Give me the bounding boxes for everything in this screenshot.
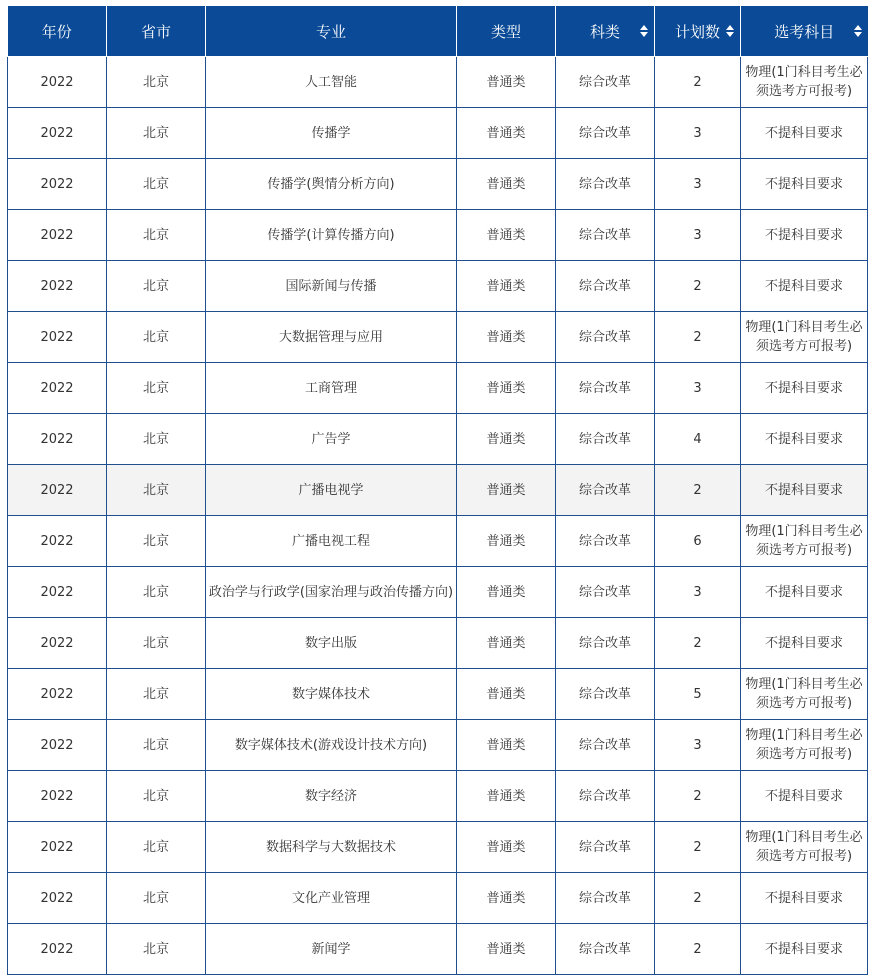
cell-type: 普通类 (457, 108, 556, 159)
cell-type: 普通类 (457, 567, 556, 618)
cell-province: 北京 (107, 516, 206, 567)
cell-plan: 3 (655, 567, 741, 618)
cell-province: 北京 (107, 924, 206, 975)
cell-year: 2022 (8, 567, 107, 618)
table-row (8, 567, 868, 618)
header-row (8, 6, 868, 57)
cell-province: 北京 (107, 108, 206, 159)
cell-subject: 不提科目要求 (741, 567, 868, 618)
cell-major: 人工智能 (206, 57, 457, 108)
cell-category: 综合改革 (556, 57, 655, 108)
cell-type: 普通类 (457, 720, 556, 771)
cell-province: 北京 (107, 720, 206, 771)
header-plan-label: 计划数 (674, 22, 720, 41)
cell-category: 综合改革 (556, 363, 655, 414)
cell-subject: 不提科目要求 (741, 873, 868, 924)
cell-year: 2022 (8, 924, 107, 975)
cell-year: 2022 (8, 261, 107, 312)
cell-type: 普通类 (457, 312, 556, 363)
cell-category: 综合改革 (556, 669, 655, 720)
cell-type: 普通类 (457, 618, 556, 669)
cell-category: 综合改革 (556, 720, 655, 771)
cell-year: 2022 (8, 414, 107, 465)
cell-subject: 不提科目要求 (741, 414, 868, 465)
cell-plan: 2 (655, 261, 741, 312)
cell-type: 普通类 (457, 57, 556, 108)
cell-type: 普通类 (457, 873, 556, 924)
cell-subject: 物理(1门科目考生必须选考方可报考) (741, 822, 868, 873)
header-major-label: 专业 (315, 22, 346, 41)
cell-year: 2022 (8, 516, 107, 567)
cell-category: 综合改革 (556, 312, 655, 363)
sort-icon[interactable] (854, 25, 862, 37)
cell-province: 北京 (107, 261, 206, 312)
cell-major: 传播学 (206, 108, 457, 159)
cell-major: 数字经济 (206, 771, 457, 822)
cell-plan: 3 (655, 363, 741, 414)
header-plan[interactable] (655, 6, 741, 57)
cell-province: 北京 (107, 465, 206, 516)
table-body (8, 57, 868, 975)
cell-category: 综合改革 (556, 618, 655, 669)
cell-major: 大数据管理与应用 (206, 312, 457, 363)
cell-category: 综合改革 (556, 108, 655, 159)
table-header (8, 6, 868, 57)
cell-category: 综合改革 (556, 873, 655, 924)
cell-type: 普通类 (457, 669, 556, 720)
cell-province: 北京 (107, 312, 206, 363)
cell-category: 综合改革 (556, 210, 655, 261)
cell-major: 传播学(计算传播方向) (206, 210, 457, 261)
table-row (8, 57, 868, 108)
header-type-label: 类型 (490, 22, 521, 41)
cell-subject: 不提科目要求 (741, 465, 868, 516)
header-category[interactable] (556, 6, 655, 57)
cell-subject: 不提科目要求 (741, 771, 868, 822)
cell-subject: 物理(1门科目考生必须选考方可报考) (741, 669, 868, 720)
cell-year: 2022 (8, 210, 107, 261)
cell-major: 广告学 (206, 414, 457, 465)
cell-type: 普通类 (457, 924, 556, 975)
cell-plan: 5 (655, 669, 741, 720)
table-row (8, 210, 868, 261)
cell-subject: 不提科目要求 (741, 159, 868, 210)
header-type (457, 6, 556, 57)
cell-subject: 物理(1门科目考生必须选考方可报考) (741, 312, 868, 363)
cell-year: 2022 (8, 312, 107, 363)
header-major (206, 6, 457, 57)
header-province (107, 6, 206, 57)
cell-year: 2022 (8, 465, 107, 516)
cell-major: 数字媒体技术(游戏设计技术方向) (206, 720, 457, 771)
cell-major: 广播电视学 (206, 465, 457, 516)
sort-icon[interactable] (726, 25, 734, 37)
cell-category: 综合改革 (556, 567, 655, 618)
cell-year: 2022 (8, 873, 107, 924)
cell-province: 北京 (107, 873, 206, 924)
cell-plan: 2 (655, 822, 741, 873)
cell-plan: 3 (655, 159, 741, 210)
cell-subject: 不提科目要求 (741, 210, 868, 261)
cell-subject: 不提科目要求 (741, 618, 868, 669)
cell-province: 北京 (107, 771, 206, 822)
cell-type: 普通类 (457, 822, 556, 873)
cell-subject: 物理(1门科目考生必须选考方可报考) (741, 516, 868, 567)
cell-category: 综合改革 (556, 771, 655, 822)
cell-province: 北京 (107, 57, 206, 108)
cell-year: 2022 (8, 618, 107, 669)
cell-province: 北京 (107, 363, 206, 414)
cell-category: 综合改革 (556, 159, 655, 210)
cell-category: 综合改革 (556, 516, 655, 567)
cell-major: 国际新闻与传播 (206, 261, 457, 312)
cell-province: 北京 (107, 669, 206, 720)
header-province-label: 省市 (140, 22, 171, 41)
cell-major: 数字出版 (206, 618, 457, 669)
cell-subject: 物理(1门科目考生必须选考方可报考) (741, 57, 868, 108)
cell-plan: 6 (655, 516, 741, 567)
sort-icon[interactable] (640, 25, 648, 37)
cell-type: 普通类 (457, 159, 556, 210)
table-row (8, 516, 868, 567)
cell-province: 北京 (107, 414, 206, 465)
cell-plan: 2 (655, 57, 741, 108)
cell-category: 综合改革 (556, 414, 655, 465)
cell-plan: 2 (655, 312, 741, 363)
cell-subject: 不提科目要求 (741, 924, 868, 975)
cell-plan: 4 (655, 414, 741, 465)
cell-plan: 2 (655, 771, 741, 822)
cell-type: 普通类 (457, 261, 556, 312)
cell-category: 综合改革 (556, 822, 655, 873)
table-row (8, 618, 868, 669)
cell-major: 新闻学 (206, 924, 457, 975)
cell-province: 北京 (107, 210, 206, 261)
cell-category: 综合改革 (556, 261, 655, 312)
cell-major: 工商管理 (206, 363, 457, 414)
cell-year: 2022 (8, 771, 107, 822)
table-row (8, 261, 868, 312)
cell-major: 传播学(舆情分析方向) (206, 159, 457, 210)
cell-subject: 不提科目要求 (741, 108, 868, 159)
header-subject[interactable] (741, 6, 868, 57)
cell-plan: 2 (655, 618, 741, 669)
cell-plan: 3 (655, 720, 741, 771)
table-row (8, 159, 868, 210)
cell-type: 普通类 (457, 771, 556, 822)
table-row (8, 669, 868, 720)
cell-province: 北京 (107, 822, 206, 873)
header-category-label: 科类 (589, 22, 620, 41)
cell-year: 2022 (8, 108, 107, 159)
cell-plan: 2 (655, 465, 741, 516)
cell-major: 数字媒体技术 (206, 669, 457, 720)
cell-province: 北京 (107, 159, 206, 210)
cell-category: 综合改革 (556, 924, 655, 975)
cell-category: 综合改革 (556, 465, 655, 516)
cell-year: 2022 (8, 669, 107, 720)
cell-year: 2022 (8, 720, 107, 771)
header-year-label: 年份 (41, 22, 72, 41)
table-row (8, 363, 868, 414)
cell-subject: 不提科目要求 (741, 363, 868, 414)
cell-major: 文化产业管理 (206, 873, 457, 924)
table-row (8, 822, 868, 873)
cell-subject: 不提科目要求 (741, 261, 868, 312)
cell-major: 数据科学与大数据技术 (206, 822, 457, 873)
cell-year: 2022 (8, 822, 107, 873)
cell-plan: 3 (655, 108, 741, 159)
cell-plan: 2 (655, 873, 741, 924)
cell-year: 2022 (8, 159, 107, 210)
table-row (8, 465, 868, 516)
cell-year: 2022 (8, 57, 107, 108)
header-subject-label: 选考科目 (774, 22, 835, 41)
cell-type: 普通类 (457, 465, 556, 516)
cell-type: 普通类 (457, 210, 556, 261)
table-row (8, 108, 868, 159)
table-row (8, 873, 868, 924)
table-row (8, 924, 868, 975)
cell-province: 北京 (107, 618, 206, 669)
cell-major: 广播电视工程 (206, 516, 457, 567)
cell-province: 北京 (107, 567, 206, 618)
table-row (8, 414, 868, 465)
cell-type: 普通类 (457, 363, 556, 414)
table-row (8, 720, 868, 771)
table-row (8, 312, 868, 363)
cell-type: 普通类 (457, 414, 556, 465)
admission-plan-table (7, 6, 868, 975)
cell-major: 政治学与行政学(国家治理与政治传播方向) (206, 567, 457, 618)
header-year (8, 6, 107, 57)
cell-plan: 3 (655, 210, 741, 261)
cell-type: 普通类 (457, 516, 556, 567)
cell-plan: 2 (655, 924, 741, 975)
table-row (8, 771, 868, 822)
cell-subject: 物理(1门科目考生必须选考方可报考) (741, 720, 868, 771)
cell-year: 2022 (8, 363, 107, 414)
